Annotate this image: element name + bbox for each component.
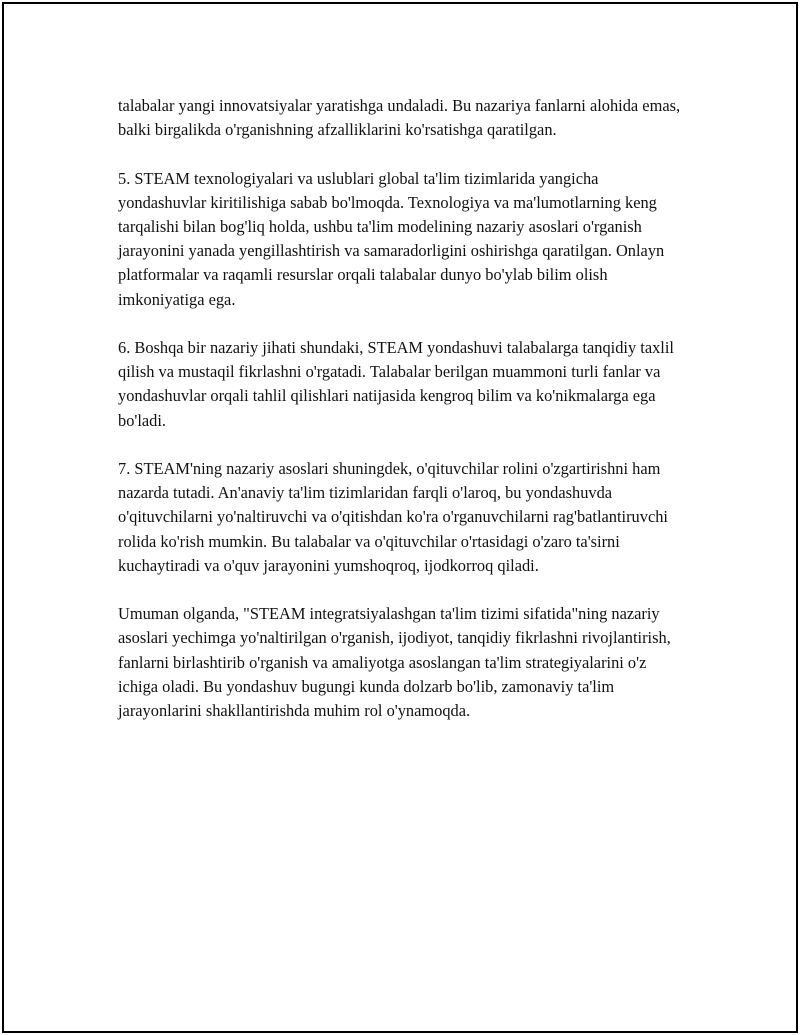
paragraph-conclusion: Umuman olganda, "STEAM integratsiyalashgan ta'lim tizimi sifatida"ning nazariy asoslari yechimga yo'naltirilgan o'rganish, ijodiyot, tanqidiy fikrlashni rivojlantirish, fanlarni birlashtirib o'rganish va amaliyotga asoslangan ta'lim strategiyalarini o'z ichiga oladi. Bu yondashuv bugungi kunda dolzarb bo'lib, zamonaviy ta'lim jarayonlarini shakllantirishda muhim rol o'ynamoqda. <box>118 604 671 721</box>
paragraph-point-7: 7. STEAM'ning nazariy asoslari shuningdek, o'qituvchilar rolini o'zgartirishni ham nazarda tutadi. An'anaviy ta'lim tizimlaridan farqli o'laroq, bu yondashuvda o'qituvchilarni yo'naltiruvchi va o'qitishdan ko'ra o'rganuvchilarni rag'batlantiruvchi rolida ko'rish mumkin. Bu talabalar va o'qituvchilar o'rtasidagi o'zaro ta'sirni kuchaytiradi va o'quv jarayonini yumshoqroq, ijodkorroq qiladi. <box>118 459 668 575</box>
paragraph-point-5: 5. STEAM texnologiyalari va uslublari global ta'lim tizimlarida yangicha yondashuvlar kiritilishiga sabab bo'lmoqda. Texnologiya va ma'lumotlarning keng tarqalishi bilan bog'liq holda, ushbu ta'lim modelining nazariy asoslari o'rganish jarayonini yanada yengillashtirish va samaradorligini oshirishga qaratilgan. Onlayn platformalar va raqamli resurslar orqali talabalar dunyo bo'ylab bilim olish imkoniyatiga ega. <box>118 168 665 309</box>
paragraph-point-6: 6. Boshqa bir nazariy jihati shundaki, STEAM yondashuvi talabalarga tanqidiy taxlil qilish va mustaqil fikrlashni o'rgatadi. Talabalar berilgan muammoni turli fanlar va yondashuvlar orqali tahlil qilishlari natijasida kengroq bilim va ko'nikmalarga ega bo'ladi. <box>118 338 674 430</box>
paragraph-intro-continuation: talabalar yangi innovatsiyalar yaratishga undaladi. Bu nazariya fanlarni alohida emas, balki birgalikda o'rganishning afzalliklarini ko'rsatishga qaratilgan. <box>118 96 681 140</box>
document-body <box>118 94 688 747</box>
